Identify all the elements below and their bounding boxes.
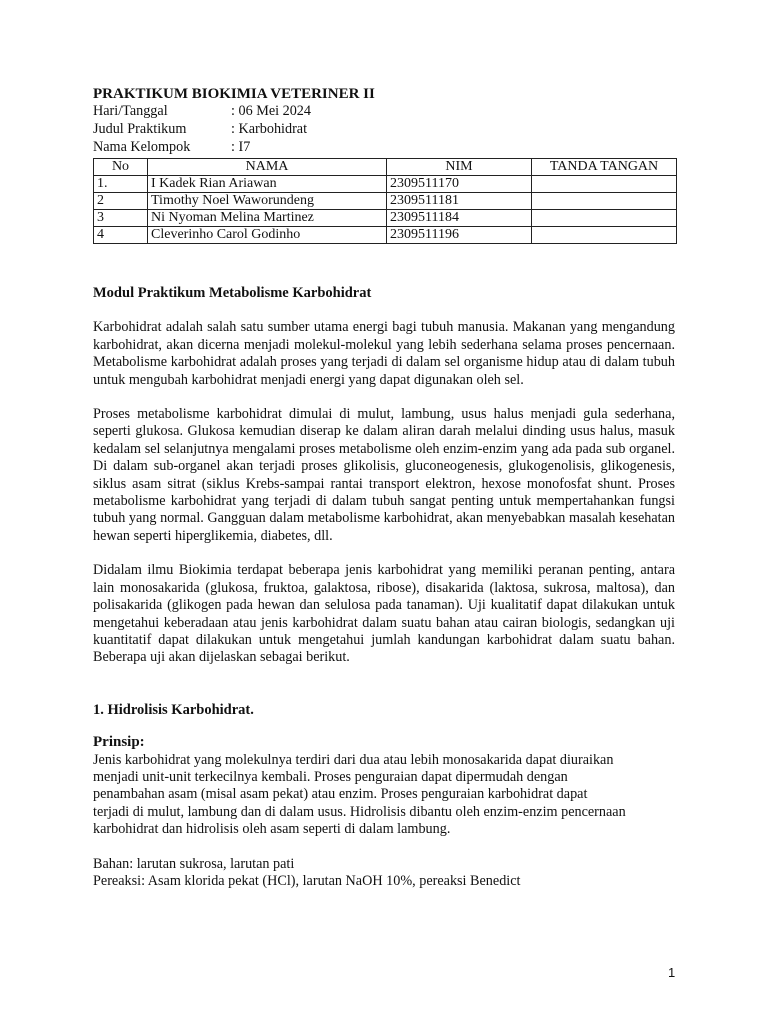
practicum-info — [93, 103, 675, 157]
table-row — [94, 210, 677, 227]
cell-no: 2 — [94, 193, 148, 210]
column-header-nama: NAMA — [148, 159, 387, 176]
bahan-line: Bahan: larutan sukrosa, larutan pati — [93, 855, 295, 872]
info-label: Nama Kelompok — [93, 139, 191, 155]
page-number: 1 — [668, 965, 676, 980]
cell-nama: Cleverinho Carol Godinho — [148, 227, 387, 244]
cell-no: 3 — [94, 210, 148, 227]
table-row — [94, 227, 677, 244]
prinsip-label: Prinsip: — [93, 734, 145, 751]
table-row — [94, 176, 677, 193]
table-row — [94, 193, 677, 210]
info-label: Hari/Tanggal — [93, 103, 168, 119]
cell-signature — [532, 227, 677, 244]
prinsip-line: Jenis karbohidrat yang molekulnya terdiri dari dua atau lebih monosakarida dapat diuraikan — [93, 751, 614, 768]
column-header-nim: NIM — [387, 159, 532, 176]
prinsip-line: penambahan asam (misal asam pekat) atau enzim. Proses penguraian karbohidrat dapat — [93, 786, 588, 803]
prinsip-line: menjadi unit-unit terkecilnya kembali. Proses penguraian dapat dipermudah dengan — [93, 768, 568, 785]
column-header-no: No — [94, 159, 148, 176]
table-header-row — [94, 159, 677, 176]
info-value: : Karbohidrat — [231, 121, 308, 137]
cell-nama: Ni Nyoman Melina Martinez — [148, 210, 387, 227]
cell-nim: 2309511181 — [387, 193, 532, 210]
info-label: Judul Praktikum — [93, 121, 187, 137]
cell-no: 4 — [94, 227, 148, 244]
paragraph-process: Proses metabolisme karbohidrat dimulai di mulut, lambung, usus halus menjadi gula sederhana, seperti glukosa. Glukosa kemudian diserap ke dalam aliran darah melalui dinding usus halus, masuk kedalam sel selanjutnya mengalami proses metabolisme oleh enzim-enzim yang ada pada sub organel. Di dalam sub-organel akan terjadi proses glikolisis, gluconeogenesis, glukogenolisis, glikogenesis, siklus asam sitrat (siklus Krebs-sampai rantai transport elektron, hexose monofosfat shunt. Proses metabolisme karbohidrat yang terjadi di dalam tubuh sangat penting untuk mempertahankan fungsi tubuh yang normal. Gangguan dalam metabolisme karbohidrat, akan menyebabkan masalah kesehatan hewan seperti hiperglikemia, diabetes, dll. — [93, 406, 675, 544]
cell-nama: Timothy Noel Waworundeng — [148, 193, 387, 210]
prinsip-text — [93, 752, 675, 839]
cell-nim: 2309511184 — [387, 210, 532, 227]
paragraph-types: Didalam ilmu Biokimia terdapat beberapa jenis karbohidrat yang memiliki peranan penting, antara lain monosakarida (glukosa, fruktoa, galaktosa, ribose), disakarida (laktosa, sukrosa, maltosa), dan polisakarida (glikogen pada hewan dan selulosa pada tanaman). Uji kualitatif dapat dilakukan untuk mengetahui keberadaan atau jenis karbohidrat dalam suatu bahan atau cairan biologis, sedangkan uji kuantitatif dapat dilakukan untuk mengetahui jumlah kandungan karbohidrat dalam suatu bahan. Beberapa uji akan dijelaskan sebagai berikut. — [93, 562, 675, 666]
cell-nim: 2309511196 — [387, 227, 532, 244]
cell-signature — [532, 210, 677, 227]
cell-no: 1. — [94, 176, 148, 193]
info-row-title — [93, 121, 675, 139]
info-row-date — [93, 103, 675, 121]
info-value: : 06 Mei 2024 — [231, 103, 311, 119]
paragraph-intro: Karbohidrat adalah salah satu sumber utama energi bagi tubuh manusia. Makanan yang mengandung karbohidrat, akan dicerna menjadi molekul-molekul yang lebih sederhana selama proses pencernaan. Metabolisme karbohidrat adalah proses yang terjadi di dalam sel organisme hidup atau di dalam tubuh untuk mengubah karbohidrat menjadi energi yang dapat digunakan oleh sel. — [93, 319, 675, 388]
section-heading: 1. Hidrolisis Karbohidrat. — [93, 701, 254, 718]
cell-nama: I Kadek Rian Ariawan — [148, 176, 387, 193]
pereaksi-line: Pereaksi: Asam klorida pekat (HCl), larutan NaOH 10%, pereaksi Benedict — [93, 872, 521, 889]
column-header-signature: TANDA TANGAN — [532, 159, 677, 176]
prinsip-line: karbohidrat dan hidrolisis oleh asam seperti di dalam lambung. — [93, 821, 451, 838]
cell-signature — [532, 193, 677, 210]
members-table — [93, 158, 677, 244]
prinsip-line: terjadi di mulut, lambung dan di dalam usus. Hidrolisis dibantu oleh enzim-enzim pencernaan — [93, 803, 626, 820]
document-title: PRAKTIKUM BIOKIMIA VETERINER II — [93, 86, 375, 102]
info-value: : I7 — [231, 139, 251, 155]
document-page — [93, 86, 675, 890]
cell-nim: 2309511170 — [387, 176, 532, 193]
module-title: Modul Praktikum Metabolisme Karbohidrat — [93, 285, 372, 301]
info-row-group — [93, 139, 675, 157]
cell-signature — [532, 176, 677, 193]
